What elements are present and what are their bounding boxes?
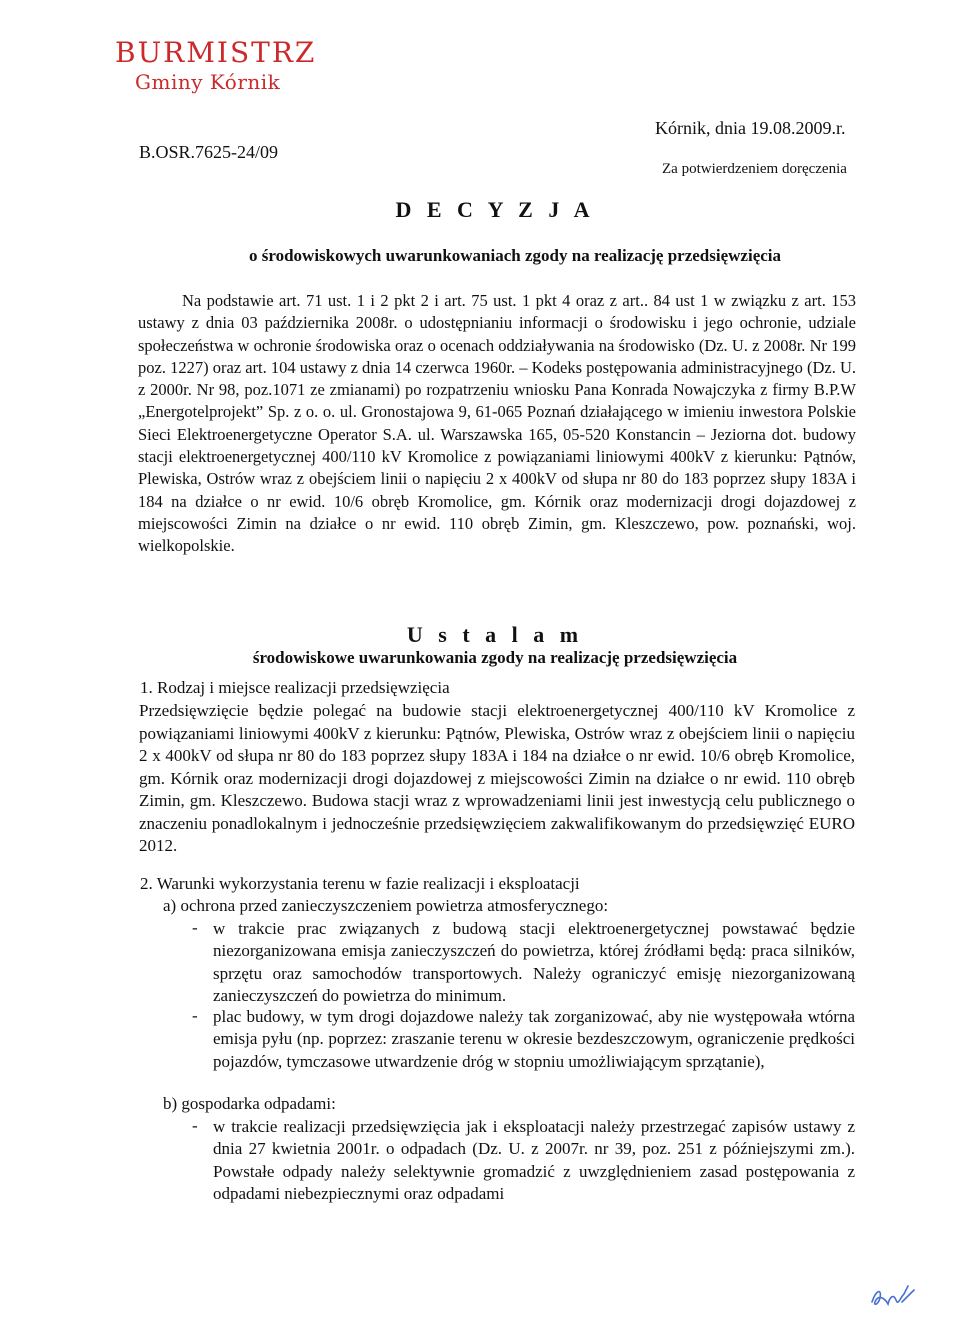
decision-title: D E C Y Z J A [395, 197, 595, 222]
ustalam-heading: U s t a l a m [406, 622, 584, 647]
section-2a-bullet-2: plac budowy, w tym drogi dojazdowe należy tak zorganizować, aby nie występowała wtórna emisja pyłu (np. poprzez: zraszanie terenu w okresie bezdeszczowym, ograniczenie prędkości pojazdów, tymczasowe utwardzenie dróg w stopniu umożliwiającym sprzątanie), [213, 1007, 855, 1071]
preamble-paragraph: Na podstawie art. 71 ust. 1 i 2 pkt 2 i art. 75 ust. 1 pkt 4 oraz z art.. 84 ust 1 w związku z art. 153 ustawy z dnia 03 października 2008r. o udostępnianiu informacji o środowisku i jego ochronie, udziale społeczeństwa w ochronie środowiska oraz o ocenach oddziaływania na środowisko (Dz. U. z 2008r. Nr 199 poz. 1227) oraz art. 104 ustawy z dnia 14 czerwca 1960r. – Kodeks postępowania administracyjnego (Dz. U. z 2000r. Nr 98, poz.1071 ze zmianami) po rozpatrzeniu wniosku Pana Konrada Nowajczyka z firmy B.P.W „Energotelprojekt” Sp. z o. o. ul. Gronostajowa 9, 61-065 Poznań działającego w imieniu inwestora Polskie Sieci Elektroenergetyczne Operator S.A. ul. Warszawska 165, 05-520 Konstancin – Jeziorna dot. budowy stacji elektroenergetycznej 400/110 kV Kromolice z powiązaniami liniowymi 400kV z kierunku: Pątnów, Plewiska, Ostrów wraz z obejściem linii o napięciu 2 x 400kV od słupa nr 80 do 183 poprzez słupy 183A i 184 na działce o nr ewid. 10/6 obręb Kromolice, gm. Kórnik oraz modernizacji drogi dojazdowej z miejscowości Zimin na działce o nr ewid. 110 obręb Zimin, gm. Kleszczewo, pow. poznański, woj. wielkopolskie. [138, 291, 856, 556]
place-date: Kórnik, dnia 19.08.2009.r. [655, 118, 846, 138]
section-2b-bullet-1: w trakcie realizacji przedsięwzięcia jak i eksploatacji należy przestrzegać zapisów ustawy z dnia 27 kwietnia 2001r. o odpadach (Dz. U. z 2007r. nr 39, poz. 251 z późniejszymi zm.). Powstałe odpady należy selektywnie gromadzić z uwzględnieniem zasad postępowania z odpadami niebezpiecznymi oraz odpadami [213, 1117, 855, 1203]
section-1-heading: 1. Rodzaj i miejsce realizacji przedsięwzięcia [140, 678, 450, 697]
reference-number: B.OSR.7625-24/09 [139, 142, 279, 162]
section-2b-heading: b) gospodarka odpadami: [163, 1094, 336, 1113]
handwritten-signature [868, 1280, 916, 1312]
section-2a-heading: a) ochrona przed zanieczyszczeniem powietrza atmosferycznego: [163, 896, 609, 915]
decision-subtitle: o środowiskowych uwarunkowaniach zgody na realizację przedsięwzięcia [248, 246, 782, 265]
section-2-heading: 2. Warunki wykorzystania terenu w fazie realizacji i eksploatacji [140, 874, 580, 893]
bullet-dash: - [192, 1006, 198, 1025]
ustalam-subtitle: środowiskowe uwarunkowania zgody na realizację przedsięwzięcia [252, 648, 738, 667]
bullet-dash: - [192, 918, 198, 937]
office-stamp-title: BURMISTRZ [115, 36, 317, 69]
section-1-body: Przedsięwzięcie będzie polegać na budowie stacji elektroenergetycznej 400/110 kV Kromolice z powiązaniami liniowymi 400kV z kierunku: Pątnów, Plewiska, Ostrów wraz z obejściem linii o napięciu 2 x 400kV od słupa nr 80 do 183 poprzez słupy 183A i 184 na działce o nr ewid. 10/6 obręb Kromolice, gm. Kórnik oraz modernizacji drogi dojazdowej z miejscowości Zimin na działce o nr ewid. 110 obręb Zimin, gm. Kleszczewo. Budowa stacji wraz z wprowadzeniami linii jest inwestycją celu publicznego o znaczeniu ponadlokalnym i jednocześnie przedsięwzięciem zakwalifikowanym do przedsięwzięć EURO 2012. [139, 701, 855, 855]
office-stamp-subtitle: Gminy Kórnik [135, 70, 281, 94]
section-2a-bullet-1: w trakcie prac związanych z budową stacji elektroenergetycznej powstawać będzie niezorganizowana emisja zanieczyszczeń do powietrza, której źródłami będą: praca silników, sprzętu oraz samochodów transportowych. Należy ograniczyć emisję niezorganizowaną zanieczyszczeń do powietrza do minimum. [213, 919, 855, 1005]
bullet-dash: - [192, 1116, 198, 1135]
receipt-note: Za potwierdzeniem doręczenia [662, 161, 847, 177]
